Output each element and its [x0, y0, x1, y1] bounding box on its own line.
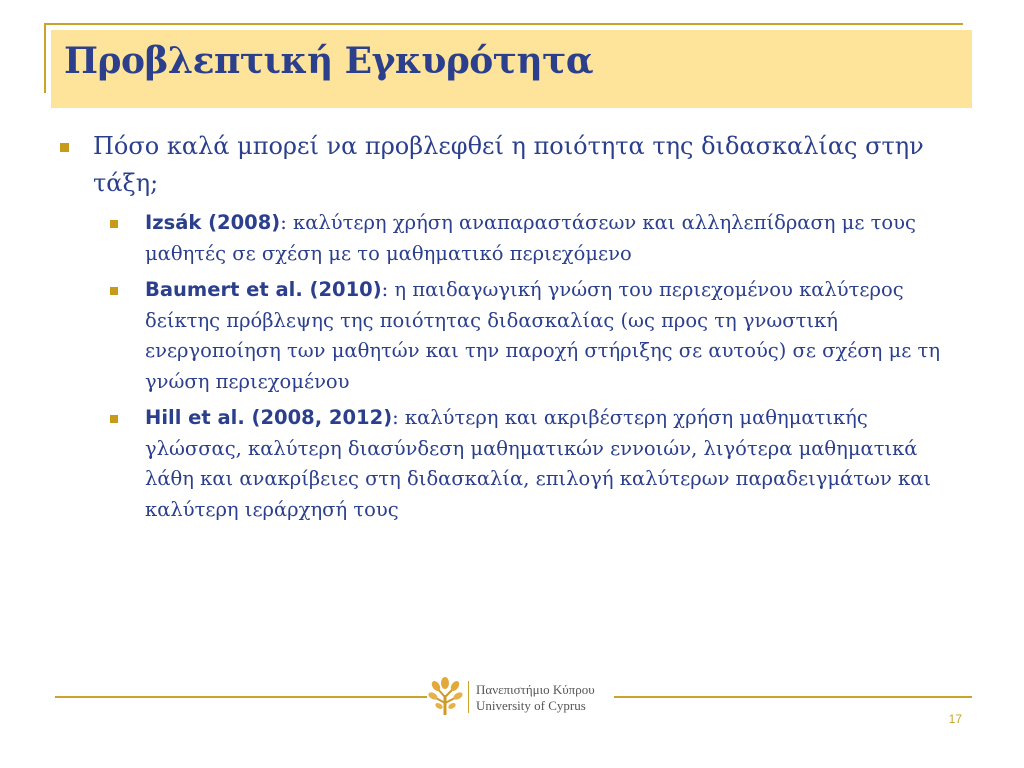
logo-divider	[468, 681, 469, 713]
page-number: 17	[948, 712, 962, 726]
footer-line-right	[614, 696, 972, 698]
footer-line-left	[55, 696, 427, 698]
university-name-english: University of Cyprus	[476, 698, 586, 713]
slide-content	[50, 128, 950, 531]
university-logo	[428, 675, 614, 717]
title-decoration-top-line	[44, 23, 963, 25]
sub-bullet-hill	[50, 403, 950, 525]
reference-label: Izsák (2008)	[145, 211, 281, 234]
sub-bullet-baumert	[50, 275, 950, 397]
square-bullet-icon	[110, 287, 118, 295]
slide-title: Προβλεπτική Εγκυρότητα	[64, 40, 594, 82]
reference-separator: :	[392, 406, 399, 429]
olive-tree-icon	[428, 675, 464, 717]
sub-bullet-text: η παιδαγωγική γνώση του περιεχομένου καλύτερος δείκτης πρόβλεψης της ποιότητας διδασκαλίας (ως προς τη γνωστική ενεργοποίηση των μαθητών και την παροχή στήριξης σε αυτούς) σε σχέση με τη γνώση περιεχομένου	[145, 278, 941, 393]
square-bullet-icon	[60, 143, 69, 152]
title-decoration-left-line	[44, 23, 46, 93]
sub-bullet-izsak	[50, 208, 950, 269]
main-bullet	[50, 128, 950, 202]
reference-separator: :	[381, 278, 389, 301]
sub-bullet-text: καλύτερη και ακριβέστερη χρήση μαθηματικής γλώσσας, καλύτερη διασύνδεση μαθηματικών εννοιών, λιγότερα μαθηματικά λάθη και ανακρίβειες στη διδασκαλία, επιλογή καλύτερων παραδειγμάτων και καλύτερη ιεράρχησή τους	[145, 406, 932, 521]
main-bullet-text: Πόσο καλά μπορεί να προβλεφθεί η ποιότητα της διδασκαλίας στην τάξη;	[93, 132, 924, 197]
sub-bullet-text: καλύτερη χρήση αναπαραστάσεων και αλληλεπίδραση με τους μαθητές σε σχέση με το μαθηματικό περιεχόμενο	[145, 211, 916, 265]
sub-bullet-list	[50, 208, 950, 525]
reference-separator: :	[280, 211, 287, 234]
reference-label: Baumert et al. (2010)	[145, 278, 382, 301]
university-name-greek: Πανεπιστήμιο Κύπρου	[476, 682, 595, 697]
square-bullet-icon	[110, 220, 118, 228]
reference-label: Hill et al. (2008, 2012)	[145, 406, 393, 429]
square-bullet-icon	[110, 415, 118, 423]
